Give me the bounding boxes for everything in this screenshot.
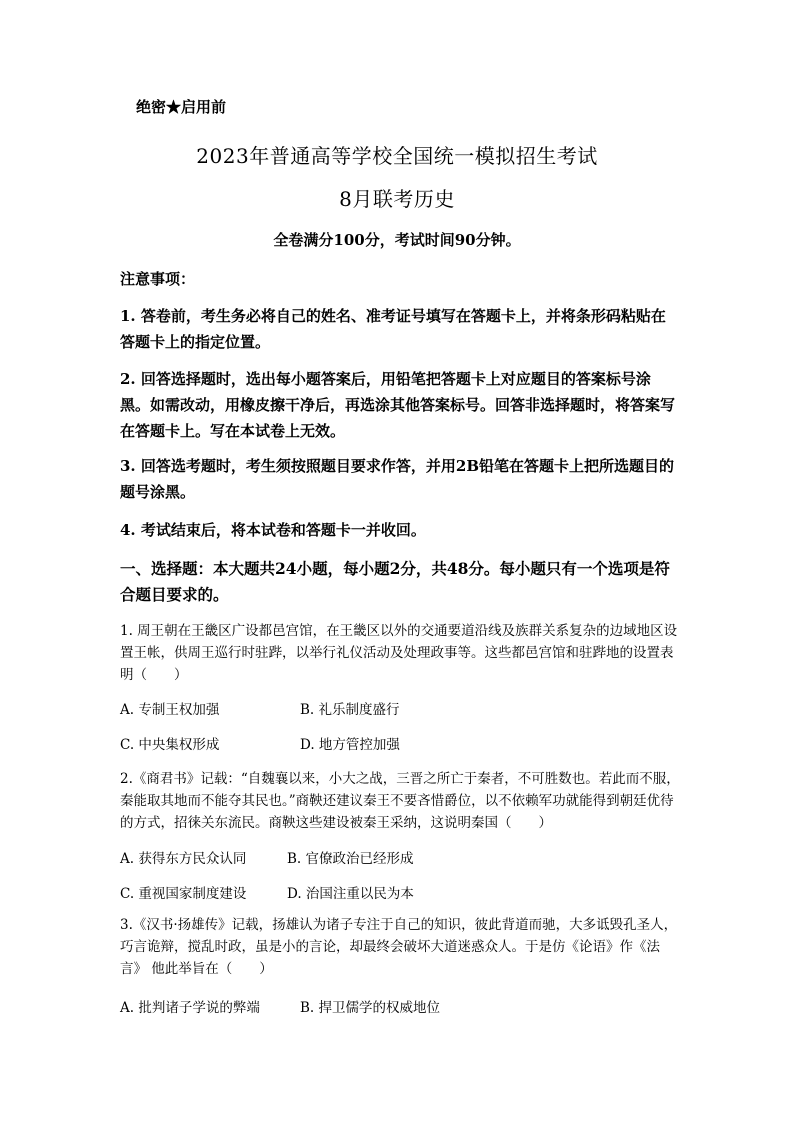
notice-item: 4. 考试结束后，将本试卷和答题卡一并收回。 [120,521,426,539]
score-time-info: 全卷满分100分，考试时间90分钟。 [273,231,521,249]
option-a: A. 获得东方民众认同 [120,851,247,867]
question-stem: 3.《汉书·扬雄传》记载，扬雄认为诸子专注于自己的知识，彼此背道而驰，大多诋毁孔圣人，巧言诡辩，搅乱时政，虽是小的言论，却最终会破坏大道迷惑众人。于是仿《论语》作《法言》 他此举旨在（ ） [120,917,678,977]
exam-subject-title: 8月联考历史 [339,187,455,211]
notice-item: 3. 回答选考题时，考生须按照题目要求作答，并用2B铅笔在答题卡上把所选题目的题号涂黑。 [120,457,675,501]
option-c: C. 重视国家制度建设 [120,886,247,902]
option-a: A. 批判诸子学说的弊端 [120,1000,260,1016]
question-stem: 1. 周王朝在王畿区广设都邑宫馆，在王畿区以外的交通要道沿线及族群关系复杂的边域地区设置王帐，供周王巡行时驻跸，以举行礼仪活动及处理政事等。这些都邑宫馆和驻跸地的设置表明（ ） [120,623,678,683]
option-c: C. 中央集权形成 [120,737,220,753]
notice-heading: 注意事项： [120,270,196,288]
question-stem: 2.《商君书》记载：“自魏襄以来，小大之战，三晋之所亡于秦者，不可胜数也。若此而不服，秦能取其地而不能夺其民也。”商鞅还建议秦王不要吝惜爵位，以不依赖军功就能得到朝廷优待的方式，招徕关东流民。商鞅这些建设被秦王采纳，这说明秦国（ ） [120,771,680,831]
exam-title: 2023年普通高等学校全国统一模拟招生考试 [196,144,598,168]
option-b: B. 官僚政治已经形成 [287,851,414,867]
option-b: B. 礼乐制度盛行 [300,702,400,718]
confidential-label: 绝密★启用前 [136,98,227,116]
option-d: D. 地方管控加强 [300,737,400,753]
option-d: D. 治国注重以民为本 [287,886,414,902]
notice-item: 2. 回答选择题时，选出每小题答案后，用铅笔把答题卡上对应题目的答案标号涂黑。如需改动，用橡皮擦干净后，再选涂其他答案标号。回答非选择题时，将答案写在答题卡上。写在本试卷上无效。 [120,370,676,440]
option-a: A. 专制王权加强 [120,702,220,718]
notice-item: 1. 答卷前，考生务必将自己的姓名、准考证号填写在答题卡上，并将条形码粘贴在答题卡上的指定位置。 [120,307,666,351]
section-heading: 一、选择题：本大题共24小题，每小题2分，共48分。每小题只有一个选项是符合题目要求的。 [120,559,670,604]
option-b: B. 捍卫儒学的权威地位 [300,1000,441,1016]
